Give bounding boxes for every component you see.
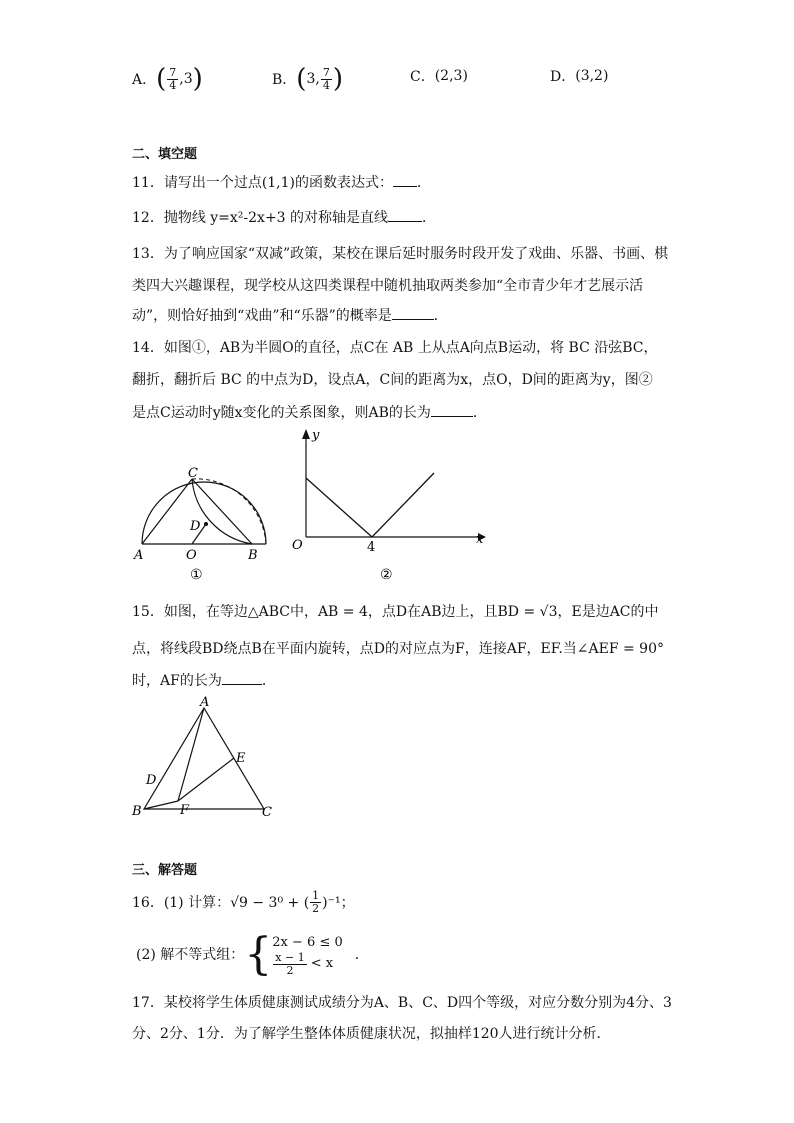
label-o: O (186, 548, 197, 563)
label-b: B (248, 548, 258, 563)
label-d: D (146, 773, 157, 788)
label-b: B (132, 804, 142, 819)
option-d (550, 66, 608, 86)
segment-ef (178, 758, 234, 801)
label-f: F (180, 803, 190, 818)
graph-line (306, 473, 434, 537)
option-a-letter: A． (132, 72, 157, 88)
answer-blank-12[interactable] (388, 207, 422, 222)
question-13-line3: 动”，则恰好抽到“戏曲”和“乐器”的概率是 ． (132, 305, 448, 326)
section-2-title: 二、填空题 (132, 147, 198, 162)
question-14-line1: 14．如图①，AB为半圆O的直径，点C在 AB 上从点A向点B运动，将 BC 沿弦BC， (132, 340, 658, 356)
label-a: A (200, 695, 210, 710)
y-axis-arrow (302, 429, 310, 439)
label-y: y (312, 428, 320, 443)
label-c: C (188, 466, 198, 481)
answer-blank-13[interactable] (392, 305, 434, 320)
triangle-abc (144, 708, 264, 809)
question-14-line3: 是点C运动时y随x变化的关系图象，则AB的长为 ． (132, 402, 487, 423)
question-12: 12．抛物线 y=x²-2x+3 的对称轴是直线 ． (132, 207, 436, 228)
question-13-line1: 13．为了响应国家“双减”政策，某校在课后延时服务时段开发了戏曲、乐器、书画、棋 (132, 246, 669, 262)
label-e: E (236, 751, 246, 766)
option-b-letter: B． (272, 72, 297, 88)
option-b-fraction: $\frac{7}{4}$ (322, 65, 330, 92)
option-c-value: (2,3) (434, 68, 468, 84)
question-16-part1: 16．(1) 计算：√9 − 3⁰ + ( $\frac{1}{2}$ )⁻¹； (132, 889, 355, 915)
inequality-2: $\frac{x - 1}{2}$ < x (275, 950, 334, 977)
question-13-line2: 类四大兴趣课程，现学校从这四类课程中随机抽取两类参加“全市青少年才艺展示活 (132, 278, 644, 294)
question-11: 11．请写出一个过点(1,1)的函数表达式： ． (132, 172, 431, 193)
left-brace: { (244, 929, 273, 980)
option-c-letter: C． (410, 69, 435, 85)
figure-3-triangle (128, 694, 288, 824)
answer-blank-14[interactable] (431, 402, 473, 417)
option-a-fraction: $\frac{7}{4}$ (169, 65, 177, 92)
question-17-line1: 17．某校将学生体质健康测试成绩分为A、B、C、D四个等级，对应分数分别为4分、3 (132, 995, 672, 1011)
option-b: B． ( 3, $\frac{7}{4}$ ) (272, 64, 343, 94)
label-four: 4 (367, 540, 376, 555)
question-17-line2: 分、2分、1分．为了解学生整体体质健康状况，拟抽样120人进行统计分析． (132, 1026, 611, 1042)
question-16-part2: (2) 解不等式组： { 2x − 6 ≤ 0 $\frac{x - 1}{2}$ < x ． (136, 929, 369, 980)
figure-2-caption: ② (380, 567, 393, 583)
label-a: A (134, 548, 144, 563)
segment-af (178, 708, 204, 801)
question-15-line3: 时，AF的长为 ． (132, 670, 276, 691)
option-d-value: (3,2) (575, 68, 609, 84)
option-c (410, 66, 468, 86)
label-origin: O (292, 538, 303, 553)
label-x: x (476, 532, 484, 547)
label-c: C (262, 805, 272, 820)
figure-1-caption: ① (190, 567, 203, 582)
point-d (204, 522, 208, 526)
figure-1-semicircle (128, 432, 278, 582)
inequality-1: 2x − 6 ≤ 0 (272, 934, 343, 950)
segment-cb (192, 479, 252, 544)
segment-bf (144, 801, 178, 809)
segment-ac (142, 479, 192, 544)
question-14-line2: 翻折，翻折后 BC 的中点为D，设点A，C间的距离为x，点O，D间的距离为y，图② (132, 372, 653, 388)
figure-2-graph (288, 425, 488, 585)
inequality-system (272, 934, 342, 977)
answer-blank-11[interactable] (393, 172, 417, 187)
section-3-title: 三、解答题 (132, 863, 198, 878)
option-a: A． ( $\frac{7}{4}$ ,3 ) (132, 64, 203, 94)
question-15-line1: 15．如图，在等边△ABC中，AB = 4，点D在AB边上，且BD = √3，E是边AC的中 (132, 604, 659, 620)
option-d-letter: D． (550, 69, 576, 85)
label-d: D (190, 519, 201, 534)
question-15-line2: 点，将线段BD绕点B在平面内旋转，点D的对应点为F，连接AF，EF.当∠AEF = 90° (132, 641, 664, 657)
answer-blank-15[interactable] (222, 670, 262, 685)
